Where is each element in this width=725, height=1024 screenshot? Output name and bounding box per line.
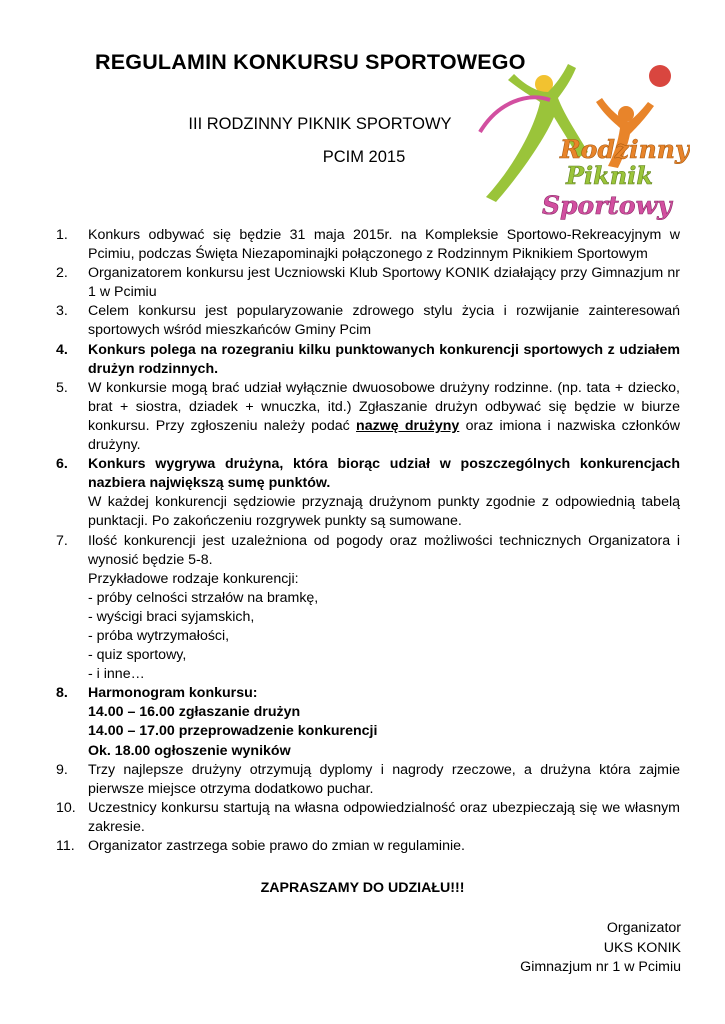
rule-item-5 <box>56 379 680 455</box>
rule-item-8 <box>56 684 680 760</box>
rule-text: Ilość konkurencji jest uzależniona od pogody oraz możliwości technicznych Organizatora i wynosić będzie 5-8. <box>88 532 680 568</box>
signature-club: UKS KONIK <box>603 939 681 956</box>
rule-item-10 <box>56 799 680 837</box>
rule-text: Celem konkursu jest popularyzowanie zdrowego stylu życia i rozwijanie zainteresowań sportowych wśród mieszkańców Gminy Pcim <box>88 303 680 339</box>
subtitle-event: III RODZINNY PIKNIK SPORTOWY <box>188 115 452 133</box>
example-item: - quiz sportowy, <box>88 647 187 664</box>
rule-text: W konkursie mogą brać udział wyłącznie dwuosobowe drużyny rodzinne. (np. tata + dziecko, brat + siostra, dziadek + wnuczka, itd.) Zgłaszanie drużyn odbywać się będzie w biurze konkursu. Przy zgłoszeniu należy podać <box>88 379 680 434</box>
rule-item-1 <box>56 226 680 264</box>
piknik-logo <box>478 62 690 222</box>
signature-school: Gimnazjum nr 1 w Pcimiu <box>520 959 681 975</box>
rule-number: 4. <box>56 341 68 358</box>
rule-text: Konkurs polega na rozegraniu kilku punktowanych konkurencji sportowych z udziałem drużyn rodzinnych. <box>88 341 680 377</box>
rules-list <box>56 226 680 856</box>
rule-text: Organizator zastrzega sobie prawo do zmian w regulaminie. <box>88 838 465 854</box>
rule-item-4 <box>56 341 680 379</box>
rule-number: 5. <box>56 379 68 396</box>
rule-number: 1. <box>56 227 68 243</box>
examples-intro: Przykładowe rodzaje konkurencji: <box>88 570 299 587</box>
subtitle-place-year: PCIM 2015 <box>322 148 406 166</box>
rule-number: 8. <box>56 685 68 702</box>
example-item: - próby celności strzałów na bramkę, <box>88 589 319 606</box>
rule-text: W każdej konkurencji sędziowie przyznają drużynom punkty zgodnie z odpowiednią tabelą punktacji. Po zakończeniu rozgrywek punkty są sumowane. <box>88 494 680 530</box>
rule-item-3 <box>56 302 680 340</box>
example-item: - próba wytrzymałości, <box>88 627 230 644</box>
example-item: - wyścigi braci syjamskich, <box>88 608 255 625</box>
logo-text-rodzinny: Rodzinny <box>560 135 690 164</box>
rule-number: 2. <box>56 265 68 282</box>
logo-text-sportowy: Sportowy <box>542 191 672 220</box>
rule-item-9 <box>56 761 680 799</box>
logo-text-piknik: Piknik <box>566 161 653 190</box>
rule-item-2 <box>56 264 680 302</box>
schedule-entry: Ok. 18.00 ogłoszenie wyników <box>88 742 291 759</box>
rule-number: 7. <box>56 532 68 549</box>
example-item: - i inne… <box>88 666 145 683</box>
logo-ball <box>649 65 671 87</box>
rule-number: 6. <box>56 456 68 473</box>
rule-number: 10. <box>56 799 76 816</box>
rule-text: Trzy najlepsze drużyny otrzymują dyplomy i nagrody rzeczowe, a drużyna która zajmie pierwsze miejsce otrzyma dodatkowo puchar. <box>88 761 680 797</box>
rule-text: oraz imiona i nazwiska członków drużyny. <box>88 417 680 454</box>
rule-text: Uczestnicy konkursu startują na własna odpowiedzialność oraz ubezpieczają się we własnym zakresie. <box>88 799 680 835</box>
rule-item-11 <box>56 837 680 856</box>
rule-number: 9. <box>56 761 68 778</box>
rule-text-bold: Konkurs wygrywa drużyna, która biorąc udział w poszczególnych konkurencjach nazbiera największą sumę punktów. <box>88 456 680 492</box>
rule-item-6 <box>56 455 680 531</box>
rule-text: Konkurs odbywać się będzie 31 maja 2015r. na Kompleksie Sportowo-Rekreacyjnym w Pcimiu, podczas Święta Niezapominajki połączonego z Rodzinnym Piknikiem Sportowym <box>88 227 680 263</box>
page-title: REGULAMIN KONKURSU SPORTOWEGO <box>95 50 526 74</box>
invitation-text: ZAPRASZAMY DO UDZIAŁU!!! <box>260 880 465 896</box>
schedule-entry: 14.00 – 17.00 przeprowadzenie konkurencji <box>88 723 378 740</box>
rule-item-7 <box>56 532 680 685</box>
rule-text: Organizatorem konkursu jest Uczniowski Klub Sportowy KONIK działający przy Gimnazjum nr 1 w Pcimiu <box>88 265 680 301</box>
rule-number: 11. <box>56 838 75 854</box>
schedule-heading: Harmonogram konkursu: <box>88 685 258 702</box>
signature-role: Organizator <box>606 920 681 936</box>
rule-number: 3. <box>56 303 68 320</box>
signature-block <box>520 919 681 978</box>
schedule-entry: 14.00 – 16.00 zgłaszanie drużyn <box>88 704 301 721</box>
rule-text-team-name: nazwę drużyny <box>356 417 460 434</box>
